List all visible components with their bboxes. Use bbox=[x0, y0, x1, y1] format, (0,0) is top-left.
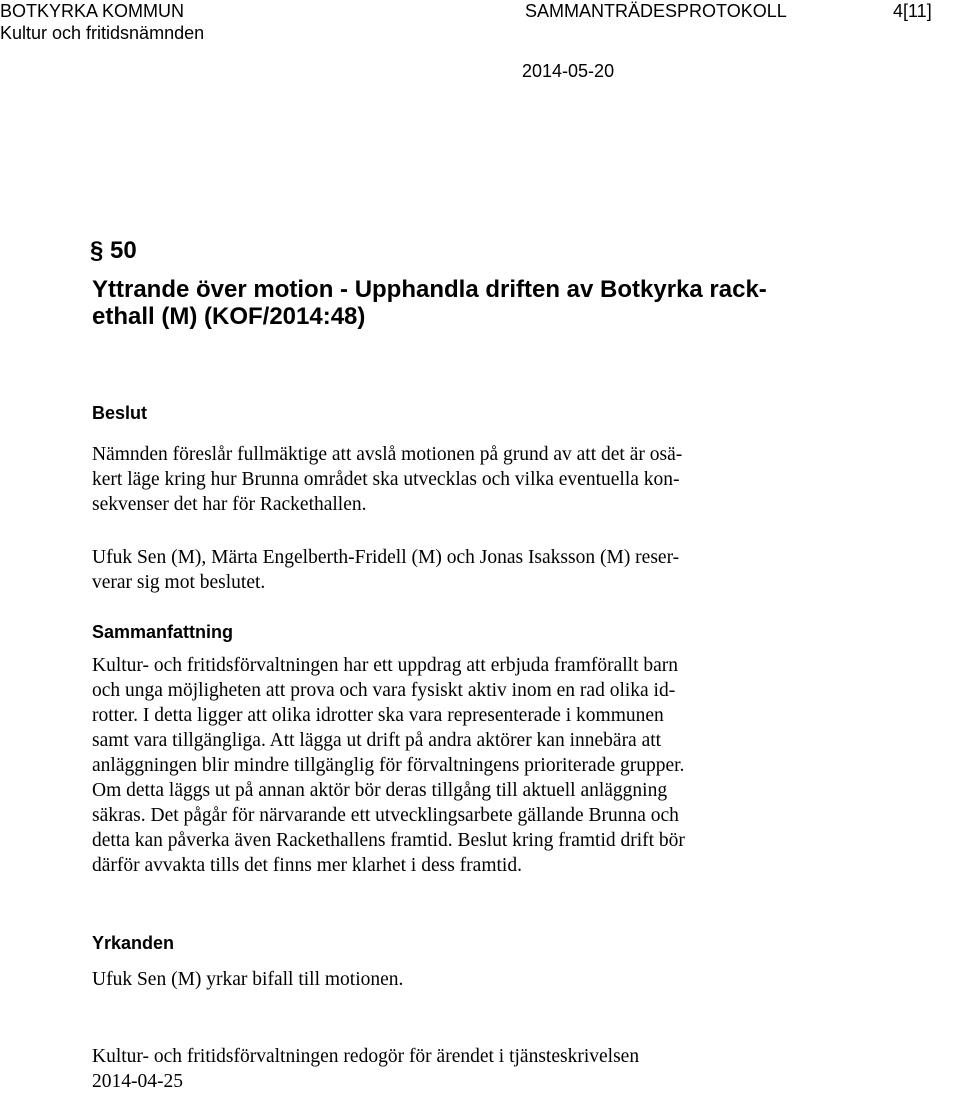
yrkanden-heading: Yrkanden bbox=[92, 933, 175, 953]
meeting-date: 2014-05-20 bbox=[522, 61, 615, 81]
beslut-text bbox=[92, 442, 682, 517]
text-line: kert läge kring hur Brunna området ska utvecklas och vilka eventuella kon- bbox=[92, 469, 680, 490]
text-line: därför avvakta tills det finns mer klarhet i dess framtid. bbox=[92, 855, 522, 876]
beslut-heading: Beslut bbox=[92, 403, 148, 423]
sammanfattning-heading: Sammanfattning bbox=[92, 622, 234, 642]
text-line: rotter. I detta ligger att olika idrotter ska vara representerade i kommunen bbox=[92, 705, 664, 726]
text-line: verar sig mot beslutet. bbox=[92, 572, 266, 593]
section-number: § 50 bbox=[90, 237, 137, 264]
sammanfattning-text bbox=[92, 653, 685, 878]
footer-text bbox=[92, 1044, 639, 1094]
text-line: anläggningen blir mindre tillgänglig för förvaltningens prioriterade grupper. bbox=[92, 755, 685, 776]
org-name: BOTKYRKA KOMMUN bbox=[0, 1, 185, 21]
section-title bbox=[92, 276, 767, 330]
text-line: och unga möjligheten att prova och vara fysiskt aktiv inom en rad olika id- bbox=[92, 680, 676, 701]
text-line: Om detta läggs ut på annan aktör bör deras tillgång till aktuell anläggning bbox=[92, 780, 668, 801]
yrkanden-text bbox=[92, 967, 403, 992]
text-line: Nämnden föreslår fullmäktige att avslå motionen på grund av att det är osä- bbox=[92, 444, 683, 465]
section-title-line: Yttrande över motion - Upphandla driften av Botkyrka rack- bbox=[92, 276, 767, 303]
text-line: Ufuk Sen (M) yrkar bifall till motionen. bbox=[92, 969, 404, 990]
document-type: SAMMANTRÄDESPROTOKOLL bbox=[525, 1, 787, 21]
department-name: Kultur och fritidsnämnden bbox=[0, 23, 205, 43]
section-title-line: ethall (M) (KOF/2014:48) bbox=[92, 303, 366, 330]
reservation-text bbox=[92, 545, 679, 595]
text-line: Kultur- och fritidsförvaltningen har ett uppdrag att erbjuda framförallt barn bbox=[92, 655, 679, 676]
text-line: Kultur- och fritidsförvaltningen redogör för ärendet i tjänsteskrivelsen bbox=[92, 1046, 640, 1067]
text-line: säkras. Det pågår för närvarande ett utvecklingsarbete gällande Brunna och bbox=[92, 805, 679, 826]
text-line: samt vara tillgängliga. Att lägga ut drift på andra aktörer kan innebära att bbox=[92, 730, 662, 751]
page-number: 4[11] bbox=[893, 1, 932, 21]
text-line: 2014-04-25 bbox=[92, 1071, 183, 1092]
text-line: Ufuk Sen (M), Märta Engelberth-Fridell (M) och Jonas Isaksson (M) reser- bbox=[92, 547, 680, 568]
text-line: detta kan påverka även Rackethallens framtid. Beslut kring framtid drift bör bbox=[92, 830, 685, 851]
text-line: sekvenser det har för Rackethallen. bbox=[92, 494, 367, 515]
